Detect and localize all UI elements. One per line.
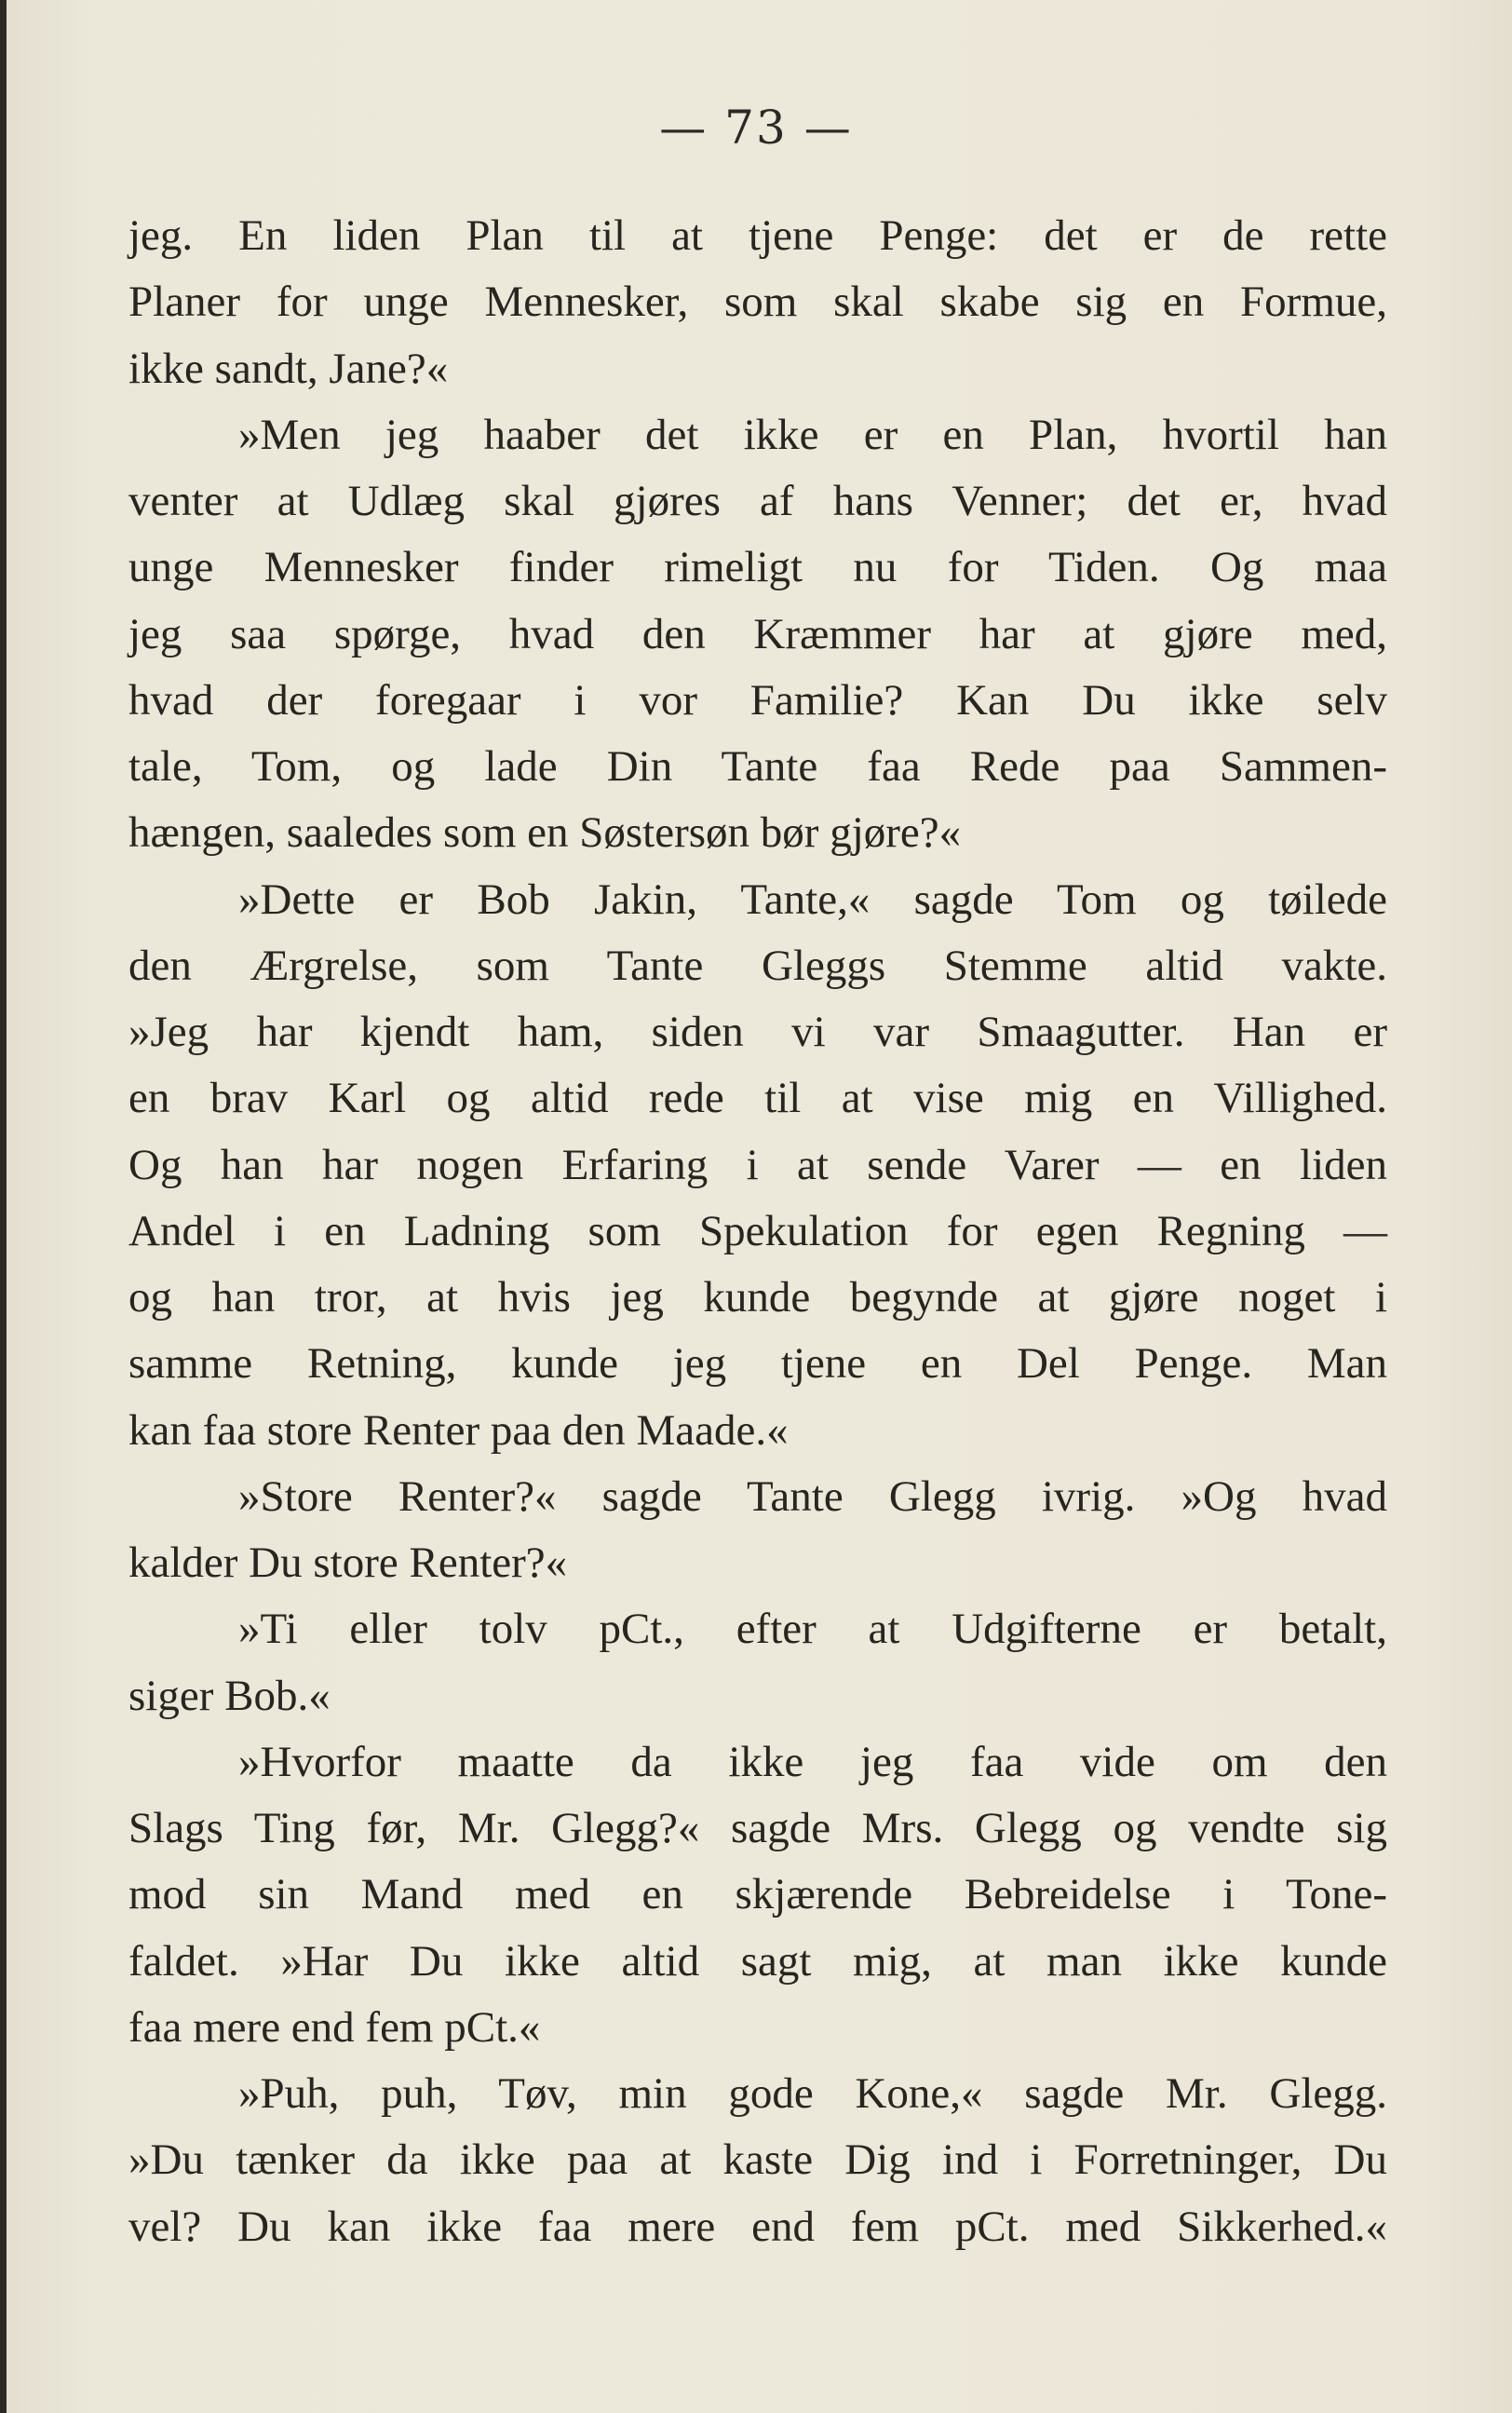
body-text bbox=[128, 203, 1387, 2260]
text-line: og han tror, at hvis jeg kunde begynde at gjøre noget i bbox=[128, 1273, 1387, 1322]
text-line: hvad der foregaar i vor Familie? Kan Du ikke selv bbox=[128, 675, 1387, 725]
text-line: »Hvorfor maatte da ikke jeg faa vide om den bbox=[238, 1737, 1387, 1786]
text-line: faldet. »Har Du ikke altid sagt mig, at man ikke kunde bbox=[128, 1936, 1387, 1986]
text-line: ikke sandt, Jane?« bbox=[128, 344, 449, 393]
text-line: faa mere end fem pCt.« bbox=[128, 2002, 541, 2052]
text-line: »Puh, puh, Tøv, min gode Kone,« sagde Mr. Glegg. bbox=[238, 2069, 1387, 2118]
text-line: kalder Du store Renter?« bbox=[128, 1539, 568, 1587]
text-line: mod sin Mand med en skjærende Bebreidelse i Tone- bbox=[128, 1870, 1387, 1919]
text-line: jeg. En liden Plan til at tjene Penge: det er de rette bbox=[128, 211, 1387, 260]
text-line: venter at Udlæg skal gjøres af hans Venner; det er, hvad bbox=[128, 477, 1387, 525]
page-number: — 73 — bbox=[659, 101, 853, 155]
page-binding-edge bbox=[0, 0, 7, 2413]
text-line: Slags Ting før, Mr. Glegg?« sagde Mrs. Glegg og vendte sig bbox=[128, 1804, 1387, 1852]
text-line: Planer for unge Mennesker, som skal skabe sig en Formue, bbox=[128, 278, 1387, 327]
text-line: samme Retning, kunde jeg tjene en Del Penge. Man bbox=[128, 1339, 1387, 1389]
text-line: »Jeg har kjendt ham, siden vi var Smaagutter. Han er bbox=[128, 1008, 1387, 1056]
text-line: »Ti eller tolv pCt., efter at Udgifterne er betalt, bbox=[238, 1605, 1387, 1654]
text-line: Og han har nogen Erfaring i at sende Varer — en liden bbox=[128, 1140, 1387, 1189]
text-line: tale, Tom, og lade Din Tante faa Rede paa Sammen- bbox=[128, 742, 1387, 791]
text-line: »Du tænker da ikke paa at kaste Dig ind i Forretninger, Du bbox=[128, 2135, 1387, 2185]
text-line: Andel i en Ladning som Spekulation for egen Regning — bbox=[128, 1206, 1387, 1255]
text-line: »Men jeg haaber det ikke er en Plan, hvortil han bbox=[238, 410, 1387, 459]
text-line: den Ærgrelse, som Tante Gleggs Stemme altid vakte. bbox=[128, 941, 1387, 990]
text-line: »Dette er Bob Jakin, Tante,« sagde Tom og tøilede bbox=[238, 874, 1387, 924]
text-line: vel? Du kan ikke faa mere end fem pCt. med Sikkerhed.« bbox=[128, 2202, 1387, 2251]
text-line: »Store Renter?« sagde Tante Glegg ivrig. »Og hvad bbox=[238, 1471, 1387, 1521]
text-line: kan faa store Renter paa den Maade.« bbox=[128, 1405, 789, 1455]
text-line: unge Mennesker finder rimeligt nu for Tiden. Og maa bbox=[128, 543, 1387, 592]
text-line: en brav Karl og altid rede til at vise mig en Villighed. bbox=[128, 1074, 1387, 1123]
text-line: siger Bob.« bbox=[128, 1671, 331, 1720]
text-line: hængen, saaledes som en Søstersøn bør gjøre?« bbox=[128, 808, 962, 858]
text-line: jeg saa spørge, hvad den Kræmmer har at gjøre med, bbox=[128, 609, 1387, 658]
